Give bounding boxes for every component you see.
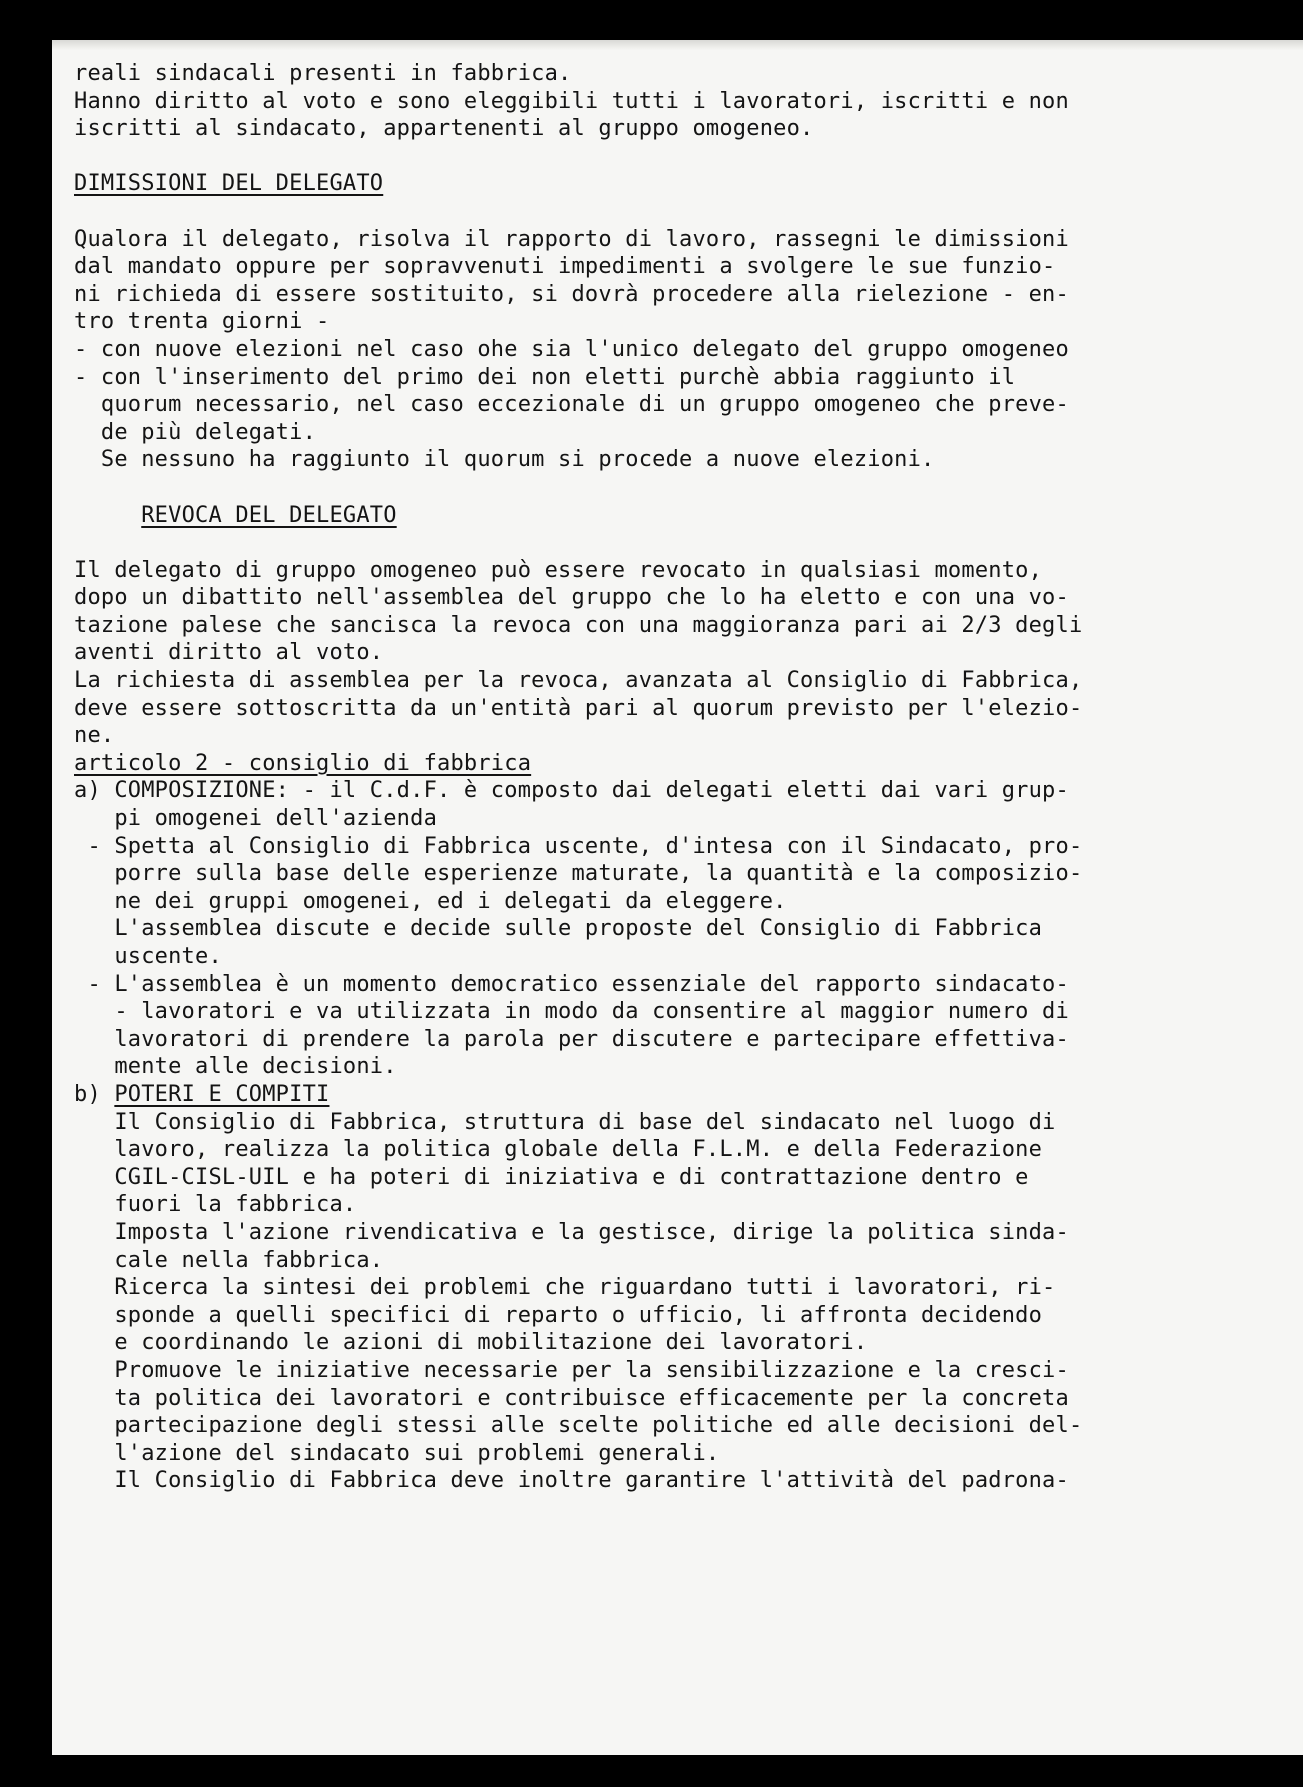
text-line: uscente. <box>74 944 222 969</box>
text-line: dopo un dibattito nell'assemblea del gruppo che lo ha eletto e con una vo- <box>74 585 1069 611</box>
heading-text: DIMISSIONI DEL DELEGATO <box>74 171 384 197</box>
text-line: sponde a quelli specifici di reparto o ufficio, li affronta decidendo <box>74 1302 1043 1328</box>
section-heading <box>74 502 1254 530</box>
heading-text: articolo 2 - consiglio di fabbrica <box>74 750 532 776</box>
document-body <box>74 60 1254 1495</box>
heading-text: REVOCA DEL DELEGATO <box>141 502 397 528</box>
text-line: - Spetta al Consiglio di Fabbrica uscente, d'intesa con il Sindacato, pro- <box>74 833 1083 859</box>
blank-line <box>74 198 1254 226</box>
text-line: La richiesta di assemblea per la revoca, avanzata al Consiglio di Fabbrica, <box>74 668 1083 694</box>
text-line: dal mandato oppure per sopravvenuti impedimenti a svolgere le sue funzio- <box>74 254 1056 280</box>
text-line: partecipazione degli stessi alle scelte politiche ed alle decisioni del- <box>74 1413 1083 1439</box>
text-line: ta politica dei lavoratori e contribuisce efficacemente per la concreta <box>74 1385 1069 1411</box>
text-line: deve essere sottoscritta da un'entità pari al quorum previsto per l'elezio- <box>74 695 1083 721</box>
scan-bottom-border <box>52 1755 1303 1787</box>
text-line: - con l'inserimento del primo dei non eletti purchè abbia raggiunto il <box>74 364 1016 390</box>
text-line: Qualora il delegato, risolva il rapporto di lavoro, rassegni le dimissioni <box>74 226 1069 252</box>
section-heading <box>74 750 1254 778</box>
text-line: aventi diritto al voto. <box>74 640 384 666</box>
heading-text: POTERI E COMPITI <box>114 1081 330 1107</box>
text-line: tro trenta giorni - <box>74 309 330 335</box>
text-line: a) COMPOSIZIONE: - il C.d.F. è composto dai delegati eletti dai vari grup- <box>74 778 1069 804</box>
text-line: Il Consiglio di Fabbrica, struttura di base del sindacato nel luogo di <box>74 1109 1056 1135</box>
text-line: l'azione del sindacato sui problemi generali. <box>74 1440 720 1466</box>
blank-line <box>74 529 1254 557</box>
text-line: quorum necessario, nel caso eccezionale di un gruppo omogeneo che preve- <box>74 392 1069 418</box>
text-line: fuori la fabbrica. <box>74 1192 357 1218</box>
text-line: Hanno diritto al voto e sono eleggibili tutti i lavoratori, iscritti e non <box>74 88 1069 114</box>
text-line: L'assemblea discute e decide sulle proposte del Consiglio di Fabbrica <box>74 916 1043 942</box>
text-line: Imposta l'azione rivendicativa e la gestisce, dirige la politica sinda- <box>74 1219 1069 1245</box>
section-heading <box>74 170 1254 198</box>
text-line: reali sindacali presenti in fabbrica. <box>74 61 572 86</box>
text-line: CGIL-CISL-UIL e ha poteri di iniziativa e di contrattazione dentro e <box>74 1164 1029 1190</box>
text-line: - con nuove elezioni nel caso ohe sia l'unico delegato del gruppo omogeneo <box>74 336 1069 362</box>
section-heading: b) POTERI E COMPITI <box>74 1081 330 1107</box>
text-line: e coordinando le azioni di mobilitazione dei lavoratori. <box>74 1330 868 1356</box>
text-line: cale nella fabbrica. <box>74 1247 384 1273</box>
text-line: mente alle decisioni. <box>74 1054 397 1080</box>
paper-top-shadow <box>52 40 1303 50</box>
text-line: ne dei gruppi omogenei, ed i delegati da eleggere. <box>74 888 787 914</box>
text-line: tazione palese che sancisca la revoca con una maggioranza pari ai 2/3 degli <box>74 612 1083 638</box>
text-line: Se nessuno ha raggiunto il quorum si procede a nuove elezioni. <box>74 447 935 473</box>
blank-line <box>74 143 1254 171</box>
text-line: pi omogenei dell'azienda <box>74 806 438 832</box>
text-line: lavoratori di prendere la parola per discutere e partecipare effettiva- <box>74 1026 1069 1052</box>
text-line: ni richieda di essere sostituito, si dovrà procedere alla rielezione - en- <box>74 281 1069 307</box>
text-line: de più delegati. <box>74 419 317 445</box>
text-line: Il delegato di gruppo omogeneo può essere revocato in qualsiasi momento, <box>74 557 1043 583</box>
text-line: ne. <box>74 723 115 749</box>
text-line: - L'assemblea è un momento democratico essenziale del rapporto sindacato- <box>74 971 1069 997</box>
text-line: Ricerca la sintesi dei problemi che riguardano tutti i lavoratori, ri- <box>74 1275 1056 1301</box>
text-line: lavoro, realizza la politica globale della F.L.M. e della Federazione <box>74 1137 1043 1163</box>
text-line: - lavoratori e va utilizzata in modo da consentire al maggior numero di <box>74 999 1069 1025</box>
text-line: porre sulla base delle esperienze maturate, la quantità e la composizio- <box>74 861 1083 887</box>
text-line: iscritti al sindacato, appartenenti al gruppo omogeneo. <box>74 116 814 142</box>
blank-line <box>74 474 1254 502</box>
text-line: Promuove le iniziative necessarie per la sensibilizzazione e la cresci- <box>74 1357 1069 1383</box>
text-line: Il Consiglio di Fabbrica deve inoltre garantire l'attività del padrona- <box>74 1468 1069 1494</box>
